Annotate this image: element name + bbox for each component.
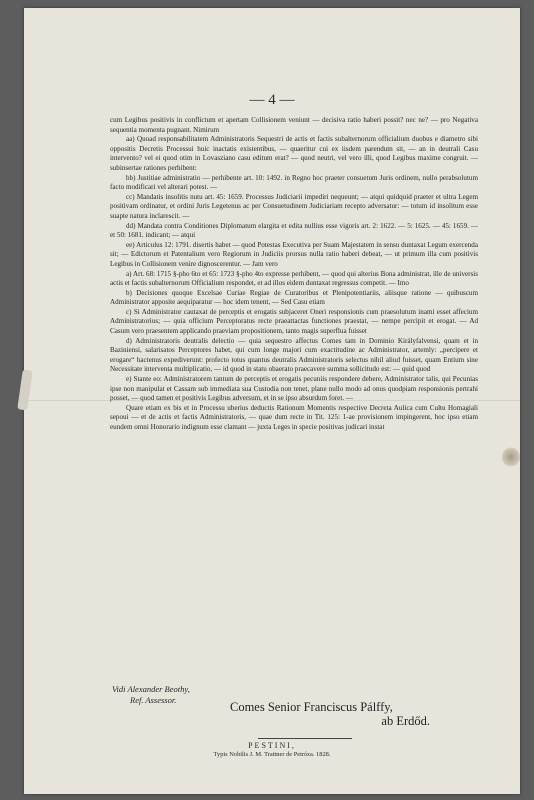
paragraph: aa) Quoad responsabilitatem Administratoris Sequestri de actis et factis subalternorum officialium duobus e diametro sibi oppositis Decretis Processui huic inactatis existentibus, — quaeritur cui ex iisdem parendum sit, — an in deutrali Casu intervento? vel ei quod otim in Lovasziano casu editum erat? — quod neutri, vel vero illi, quod Legibus maxime congruit. — subinsertae rationes perhibent: [110,135,478,172]
signature-block [230,700,480,728]
paragraph: dd) Mandata contra Conditiones Diplomatum elargita et edita nullius esse vigoris art. 2: 1622. — 5: 1625. — 45: 1659. — et 50: 1681. indicant; — atqui [110,221,478,240]
paragraph: d) Administratoris deutralis delectio — quia sequestro affectus Comes tam in Dominio Királyfalvensi, quam et in Baziniensi, salarisatos Perceptores habet, qui cum longe majori cum exactitudine ac Administrator, artemly: „percipere et erogare“ hactenus expediverunt: profecto totus quantus deutralis Administratoris selectus nihil aliud fuisset, quam Entium sine Necessitate interventa multiplicatio, — id quod in statu obaerato praecavere summa sollicitudo est: — quid quod [110,336,478,374]
imprint-printer: Typis Nobilis J. M. Trattner de Petróza. 1828. [213,751,331,758]
divider [258,738,352,739]
vidi-line: Vidi Alexander Beothy, [112,684,190,694]
vidi-note [112,684,190,706]
paragraph: ee) Articulus 12: 1791. disertis habet — quod Potestas Executiva per Suam Majestatem in sensu duntaxat Legum exercenda sit; — Edictorum et Patentalium vero Regiorum in Judiciis prorsus nulla ratio haberi debeat, — ut primum illa cum positivis Legibus in Collisionem venire dignoscerentur. — Jam vero [110,240,478,268]
vidi-role: Ref. Assessor. [130,695,177,705]
signature-name: Comes Senior Franciscus Pálffy, [230,700,393,714]
imprint-city: PESTINI, [248,741,296,750]
document-page [24,8,520,794]
paragraph: e) Stante eo: Administratorem tantum de perceptis et erogatis pecuniis respondere debere, Administrator talis, qui Pecunias ipse non manipulat et Cassam sub immediata sua Custodia non tenet, plane nullo modo ad onus quodpiam responsionis pertrahi posset, — quod tamen et positivis Legibus adversum, et in se ipso absurdum foret. — [110,375,478,403]
paragraph: a) Art. 68: 1715 §-pho 6to et 65: 1723 §-pho 4to expresse perhibent, — quod qui alterius Bona administrat, ille de universis actis et factis subalternorum Officialium respondet, et ad illos eidem duntaxat regressus competit. — Imo [110,269,478,288]
paragraph: bb) Justitiae administratio — perhibente art. 10: 1492. in Regno hoc praeter consuetum Juris ordinem, nullo perabsolutum facto modificari vel alterari potest. — [110,173,478,192]
paper-stain [502,446,520,468]
paragraph: b) Decisiones quoque Excelsae Curiae Regiae de Curatoribus et Plenipotentiariis, aliisque ratione — quibuscum Administrator apposite aequiparatur — hoc idem tenent, — Sed Casu etiam [110,288,478,307]
paragraph: Quare etiam ex bis et in Processu uberius deductis Rationum Momentis respective Decreta Aulica cum Cultu Homagiali sepoui — et de actis et factis Administratoris, — quae dum recte in Tit. 125: 1-ae provisionem impingerent, hoc ipso etiam eundem omni Honorario indignum esse clamant — juxta Leges in specie positivas judicari instat [110,403,478,431]
body-text [110,116,478,433]
paragraph: cum Legibus positivis in conflictum et apertam Collisionem veniunt — decisiva ratio haberi possit? nec ne? — pro Negativa sequentia momenta pugnant. Nimirum [110,116,478,134]
paragraph: cc) Mandatis insolitis nutu art. 45: 1659. Processus Judiciarii impediri nequeunt; — atqui quidquid praeter et ultra Legem positivam ordinatur, et ordini Juris Legetenus ac per Consuetudinem Judiciariam recepto adversatur: — totum id insolitum esse suapte natura inclarescit. — [110,192,478,220]
page-number: — 4 — [249,92,295,108]
signature-origin: ab Erdőd. [381,714,430,728]
paper-tear [17,369,32,410]
paragraph: c) Si Administrator cautaxat de perceptis et erogatis subjaceret Oneri responsionis cum praesolutum inami esset affecium Administratorius; — quia officium Perceptoratus recte praeattactas functiones praestat, — nempe percipit et erogat. — Ad Casum vero praesentem applicando praeviam propositionem, tanto magis superflua fuisset [110,307,478,336]
